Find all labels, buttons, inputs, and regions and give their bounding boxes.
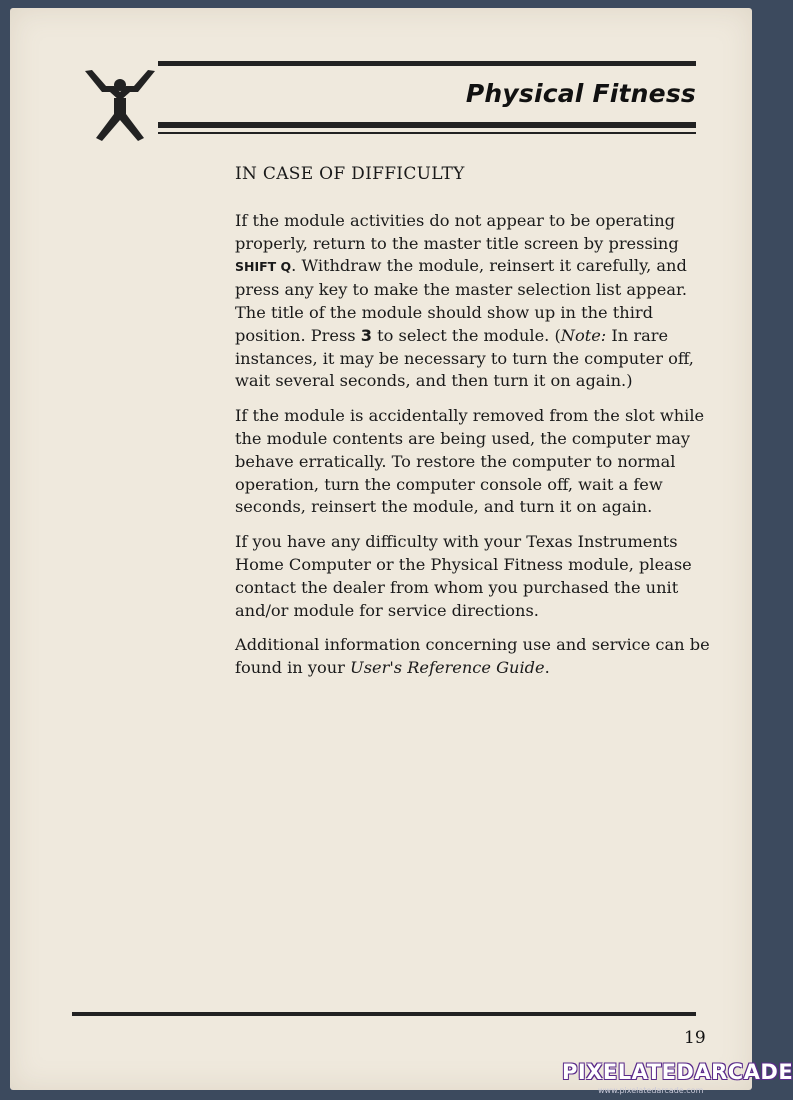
stick-figure-logo-icon — [82, 68, 158, 142]
manual-page — [10, 8, 752, 1090]
content-body — [235, 163, 720, 692]
watermark-brand: PIXELATEDARCADE — [562, 1060, 793, 1084]
key-3: 3 — [360, 325, 372, 345]
header-rule-bottom-thick — [158, 122, 696, 128]
page-number: 19 — [684, 1028, 706, 1048]
paragraph-additional-info: Additional information concerning use and service can be found in your User's Reference Guide. — [235, 635, 710, 678]
page-title: Physical Fitness — [465, 79, 696, 108]
paragraph-restart: If the module activities do not appear to be operating properly, return to the master title screen by pressing SHIFT Q. Withdraw the module, reinsert it carefully, and press any key to make the master selection list appear. The title of the module should show up in the third position. Press 3 to select the module. (Note: In rare instances, it may be necessary to turn the computer off, wait several seconds, and then turn it on again.) — [235, 210, 694, 391]
paragraph-contact-dealer: If you have any difficulty with your Texas Instruments Home Computer or the Physical Fitness module, please contact the dealer from whom you purchased the unit and/or module for service directions. — [235, 532, 692, 620]
paragraph-removed-module: If the module is accidentally removed from the slot while the module contents are being used, the computer may behave erratically. To restore the computer to normal operation, turn the computer console off, wait a few seconds, reinsert the module, and turn it on again. — [235, 406, 705, 517]
key-shift-q: SHIFT Q — [235, 259, 292, 275]
header-rule-top — [158, 61, 696, 66]
watermark-url: www.pixelatedarcade.com — [598, 1086, 704, 1095]
note-label: Note: — [560, 325, 607, 345]
section-heading: IN CASE OF DIFFICULTY — [235, 164, 465, 184]
footer-rule — [72, 1012, 696, 1016]
header-rule-bottom-thin — [158, 132, 696, 134]
reference-guide-title: User's Reference Guide — [350, 658, 545, 678]
